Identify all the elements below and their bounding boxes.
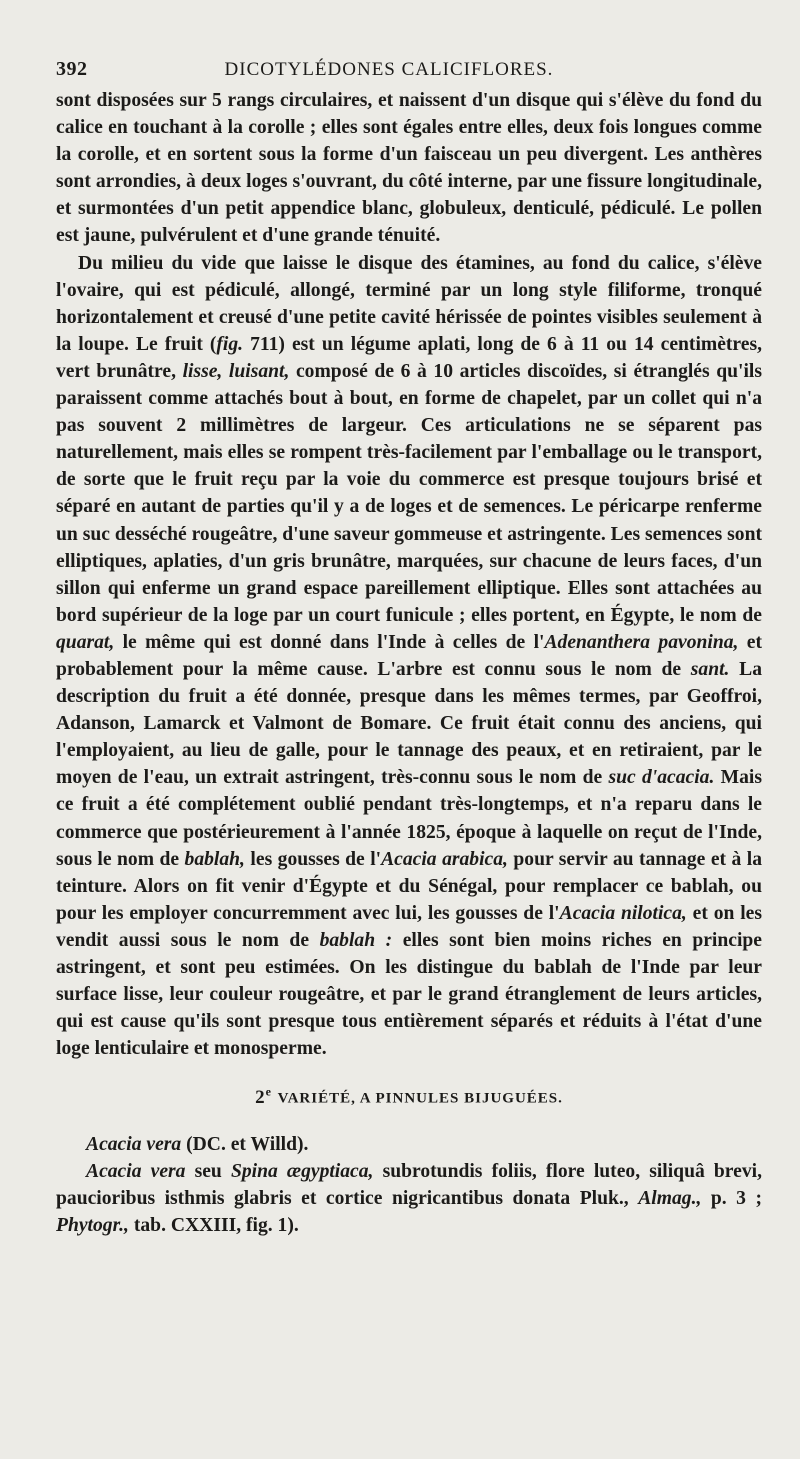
paragraph-text: et on les vendit aussi sous le nom de (56, 902, 762, 951)
species-title (56, 1131, 762, 1158)
paragraph-text: le même qui est donné dans l'Inde à celles de l' (114, 631, 545, 653)
paragraph-text: et probablement pour la même cause. L'arbre est connu sous le nom de (56, 631, 762, 680)
paragraph-text: Du milieu du vide que laisse le disque des étamines, au fond du calice, s'élève l'ovaire, qui est pédiculé, allongé, terminé par un long style filiforme, tronqué horizontalement et creusé d'une petite cavité hérissée de pointes visibles seulement à la loupe. Le fruit ( (56, 252, 762, 355)
species-italic-text: Acacia vera (86, 1160, 186, 1182)
paragraph-italic-text: Acacia nilotica, (559, 902, 687, 924)
section-heading (56, 1084, 762, 1108)
paragraph-italic-text: Acacia arabica, (381, 848, 508, 870)
running-head: DICOTYLÉDONES CALICIFLORES. (224, 59, 554, 80)
paragraph-italic-text: lisse, luisant, (182, 360, 290, 382)
paragraph-italic-text: Adenanthera pavonina, (544, 631, 739, 653)
species-text: p. 3 ; (701, 1187, 762, 1209)
paragraph-text: Mais ce fruit a été complétement oublié pendant très-longtemps, et n'a reparu dans le commerce que postérieurement à l'année 1825, époque à laquelle on reçut de l'Inde, sous le nom de (56, 767, 762, 870)
paragraph-text: 711) est un légume aplati, long de 6 à 11 ou 14 centimètres, vert brunâtre, (56, 333, 762, 382)
section-number: 2e (255, 1084, 272, 1108)
page-header (56, 58, 762, 81)
paragraph-ovary-fruit (56, 250, 762, 1063)
paragraph-italic-text: bablah : (319, 929, 393, 951)
section-title: VARIÉTÉ, A PINNULES BIJUGUÉES. (277, 1090, 563, 1107)
species-name: Acacia vera (86, 1133, 182, 1155)
paragraph-italic-text: quarat, (56, 631, 115, 653)
paragraph-text: composé de 6 à 10 articles discoïdes, si étranglés qu'ils paraissent comme attachés bout à bout, en forme de chapelet, par un collet qui n'a pas souvent 2 millimètres de largeur. Ces articulations ne se séparent pas naturellement, mais elles se rompent très-facilement par l'emballage ou le transport, de sorte que le fruit reçu par la voie du commerce est presque toujours brisé et séparé en autant de parties qu'il y a de loges et de semences. Le péricarpe renferme un suc desséché rougeâtre, d'une saveur gommeuse et astringente. Les semences sont elliptiques, aplaties, d'un gris brunâtre, marquées, sur chacune de leurs faces, d'un sillon qui enferme un grand espace pareillement elliptique. Elles sont attachées au bord supérieur de la loge par un court funicule ; elles portent, en Égypte, le nom de (56, 360, 762, 626)
species-text: subrotundis foliis, flore luteo, siliquâ brevi, paucioribus isthmis glabris et cortice nigricantibus donata Pluk., (56, 1160, 762, 1209)
section-number-suffix: e (265, 1084, 272, 1099)
paragraph-italic-text: bablah, (184, 848, 245, 870)
species-text: seu (185, 1160, 231, 1182)
paragraph-italic-text: fig. (216, 333, 244, 355)
species-italic-text: Almag., (638, 1187, 702, 1209)
species-text: tab. CXXIII, fig. 1). (128, 1214, 299, 1236)
paragraph-text: elles sont bien moins riches en principe astringent, et sont peu estimées. On les distingue du bablah de l'Inde par leur surface lisse, leur couleur rougeâtre, et par le grand étranglement de leurs articles, qui est cause qu'ils sont presque tous entièrement séparés et réduits à l'état d'une loge lenticulaire et monosperme. (56, 929, 762, 1060)
paragraph-stamens (56, 87, 762, 250)
species-authority: (DC. et Willd). (181, 1133, 309, 1155)
body-text (56, 87, 762, 1062)
paragraph-text: pour servir au tannage et à la teinture. Alors on fit venir d'Égypte et du Sénégal, pour remplacer ce bablah, ou pour les employer concurremment avec lui, les gousses de l' (56, 848, 763, 924)
paragraph-text: sont disposées sur 5 rangs circulaires, et naissent d'un disque qui s'élève du fond du calice en touchant à la corolle ; elles sont égales entre elles, deux fois longues comme la corolle, et en sortent sous la forme d'un faisceau un peu divergent. Les anthères sont arrondies, à deux loges s'ouvrant, du côté interne, par une fissure longitudinale, et surmontées d'un petit appendice blanc, globuleux, denticulé, pédiculé. Le pollen est jaune, pulvérulent et d'une grande ténuité. (56, 90, 762, 247)
species-italic-text: Phytogr., (56, 1214, 129, 1236)
paragraph-italic-text: suc d'acacia. (608, 767, 715, 789)
page-number: 392 (56, 58, 88, 80)
species-italic-text: Spina ægyptiaca, (230, 1160, 374, 1182)
paragraph-text: La description du fruit a été donnée, presque dans les mêmes termes, par Geoffroi, Adanson, Lamarck et Valmont de Bomare. Ce fruit était connu des anciens, qui l'employaient, au lieu de galle, pour le tannage des peaux, et en retiraient, par le moyen de l'eau, un extrait astringent, très-connu sous le nom de (56, 658, 763, 789)
species-description (56, 1158, 762, 1239)
paragraph-italic-text: sant. (690, 658, 730, 680)
paragraph-text: les gousses de l' (244, 848, 382, 870)
